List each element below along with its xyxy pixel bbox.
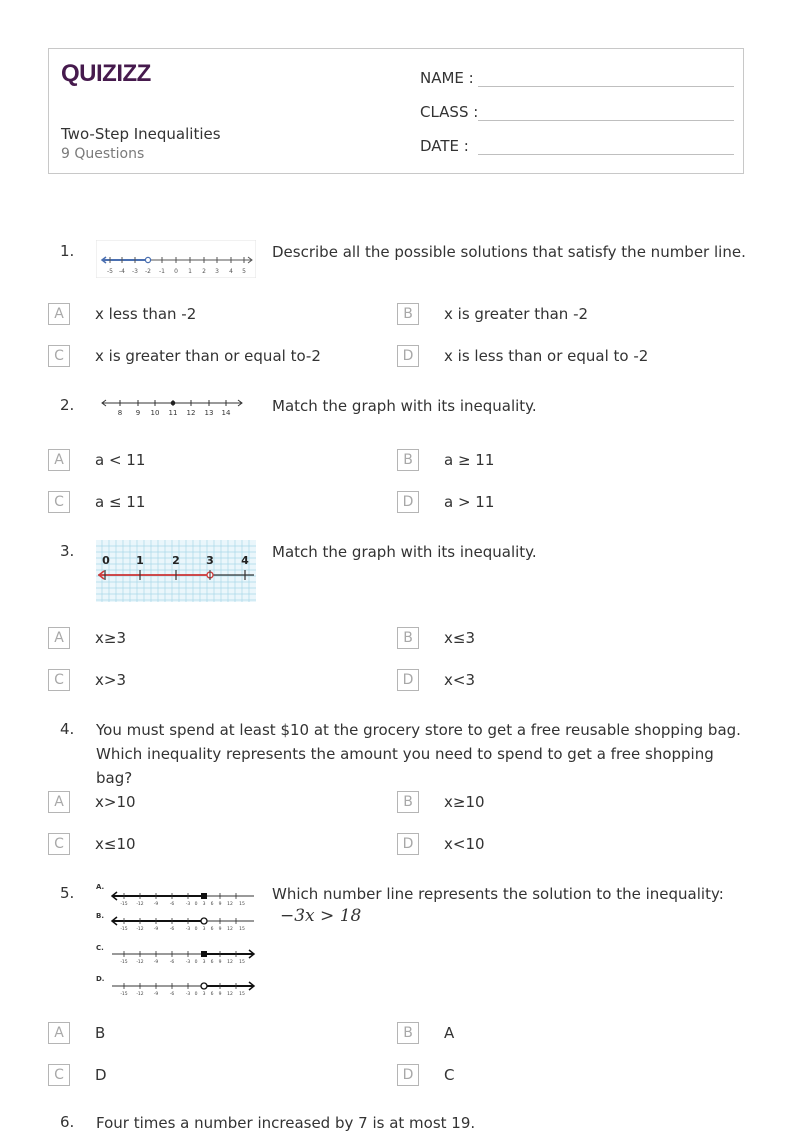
svg-text:9: 9 (135, 409, 141, 417)
option-a[interactable] (48, 303, 196, 325)
svg-text:C.: C. (96, 944, 104, 952)
option-text: a < 11 (95, 451, 146, 469)
option-letter: C (48, 345, 70, 367)
svg-text:6: 6 (210, 927, 214, 932)
option-letter: C (48, 669, 70, 691)
option-d[interactable] (397, 833, 485, 855)
svg-text:D.: D. (96, 975, 105, 983)
svg-text:5: 5 (242, 268, 246, 275)
svg-text:-12: -12 (136, 960, 144, 965)
svg-text:3: 3 (202, 960, 206, 965)
q1-number-line-image (96, 240, 256, 282)
question-number: 5. (60, 884, 75, 902)
svg-text:9: 9 (218, 927, 222, 932)
svg-text:-6: -6 (169, 902, 175, 907)
svg-text:-9: -9 (153, 960, 159, 965)
svg-text:0: 0 (174, 268, 178, 275)
option-d[interactable] (397, 491, 494, 513)
svg-text:15: 15 (239, 902, 245, 907)
option-c[interactable] (48, 833, 136, 855)
svg-text:-1: -1 (159, 268, 165, 275)
svg-text:-3: -3 (185, 960, 191, 965)
svg-text:-5: -5 (107, 268, 113, 275)
option-text: x≤10 (95, 835, 136, 853)
svg-text:15: 15 (239, 960, 245, 965)
name-label: NAME : (420, 69, 474, 87)
svg-text:B.: B. (96, 912, 104, 920)
svg-text:2: 2 (172, 554, 180, 567)
svg-text:-12: -12 (136, 927, 144, 932)
question-text: Match the graph with its inequality. (272, 397, 537, 415)
svg-text:8: 8 (117, 409, 123, 417)
option-letter: B (397, 791, 419, 813)
option-letter: B (397, 303, 419, 325)
question-number: 4. (60, 720, 75, 738)
date-label: DATE : (420, 137, 469, 155)
date-line (478, 138, 734, 155)
svg-text:-6: -6 (169, 992, 175, 997)
svg-text:6: 6 (210, 960, 214, 965)
option-letter: B (397, 627, 419, 649)
option-text: a ≥ 11 (444, 451, 495, 469)
svg-text:13: 13 (204, 409, 214, 417)
svg-text:0: 0 (194, 992, 198, 997)
class-field (420, 103, 734, 121)
option-letter: C (48, 491, 70, 513)
svg-text:12: 12 (186, 409, 196, 417)
option-d[interactable] (397, 1064, 454, 1086)
class-label: CLASS : (420, 103, 479, 121)
quizizz-logo (61, 59, 153, 91)
option-text: x<10 (444, 835, 485, 853)
option-letter: D (397, 833, 419, 855)
svg-text:3: 3 (202, 992, 206, 997)
option-letter: C (48, 833, 70, 855)
worksheet-title: Two-Step Inequalities (61, 125, 221, 143)
question-number: 3. (60, 542, 75, 560)
option-letter: D (397, 669, 419, 691)
svg-text:9: 9 (218, 992, 222, 997)
svg-text:A.: A. (96, 883, 105, 891)
svg-text:3: 3 (206, 554, 214, 567)
option-b[interactable] (397, 627, 475, 649)
svg-text:12: 12 (227, 960, 233, 965)
svg-text:-15: -15 (120, 992, 128, 997)
svg-text:14: 14 (221, 409, 231, 417)
svg-text:0: 0 (194, 927, 198, 932)
question-text: Match the graph with its inequality. (272, 543, 537, 561)
option-a[interactable] (48, 449, 145, 471)
option-letter: B (397, 449, 419, 471)
option-text: A (444, 1024, 455, 1042)
date-field (420, 137, 734, 155)
option-c[interactable] (48, 491, 145, 513)
option-letter: A (48, 449, 70, 471)
option-letter: A (48, 1022, 70, 1044)
svg-text:0: 0 (194, 960, 198, 965)
option-text: x≥3 (95, 629, 126, 647)
svg-text:9: 9 (218, 902, 222, 907)
option-letter: C (48, 1064, 70, 1086)
option-text: x less than -2 (95, 305, 197, 323)
svg-text:15: 15 (239, 927, 245, 932)
question-text: Describe all the possible solutions that satisfy the number line. (272, 243, 746, 261)
svg-text:12: 12 (227, 992, 233, 997)
option-letter: B (397, 1022, 419, 1044)
svg-text:-2: -2 (145, 268, 151, 275)
option-b[interactable] (397, 1022, 454, 1044)
question-text: Which number line represents the solution to the inequality: (272, 885, 724, 903)
class-line (478, 104, 734, 121)
option-text: D (95, 1066, 107, 1084)
svg-text:-12: -12 (136, 902, 144, 907)
q5-number-lines-image (96, 880, 258, 1004)
svg-text:3: 3 (215, 268, 219, 275)
q2-number-line-image (96, 394, 248, 426)
svg-text:-4: -4 (119, 268, 125, 275)
option-c[interactable] (48, 669, 126, 691)
svg-text:-3: -3 (132, 268, 138, 275)
option-text: a ≤ 11 (95, 493, 146, 511)
svg-text:-3: -3 (185, 927, 191, 932)
svg-text:6: 6 (210, 902, 214, 907)
option-a[interactable] (48, 627, 126, 649)
question-number: 6. (60, 1113, 75, 1131)
inequality-math: −3x > 18 (280, 906, 362, 926)
name-field (420, 69, 734, 87)
question-text: You must spend at least $10 at the grocery store to get a free reusable shopping bag. Which inequality represents the amount you need to spend to get a free shopping bag? (96, 721, 741, 787)
svg-text:-15: -15 (120, 927, 128, 932)
option-letter: D (397, 491, 419, 513)
option-a[interactable] (48, 1022, 105, 1044)
option-text: a > 11 (444, 493, 495, 511)
option-letter: A (48, 627, 70, 649)
option-c[interactable] (48, 1064, 107, 1086)
svg-text:-12: -12 (136, 992, 144, 997)
option-text: x is greater than -2 (444, 305, 589, 323)
question-number: 1. (60, 242, 75, 260)
option-text: x is less than or equal to -2 (444, 347, 649, 365)
option-text: B (95, 1024, 106, 1042)
option-text: x>10 (95, 793, 136, 811)
svg-text:10: 10 (150, 409, 160, 417)
svg-text:12: 12 (227, 902, 233, 907)
svg-text:3: 3 (202, 927, 206, 932)
svg-text:3: 3 (202, 902, 206, 907)
option-text: x≥10 (444, 793, 485, 811)
svg-text:6: 6 (210, 992, 214, 997)
option-letter: D (397, 1064, 419, 1086)
question-text: Four times a number increased by 7 is at most 19. (96, 1114, 476, 1132)
svg-text:9: 9 (218, 960, 222, 965)
worksheet-header (48, 48, 744, 174)
svg-text:11: 11 (168, 409, 178, 417)
quizizz-logo-icon (61, 59, 153, 87)
option-b[interactable] (397, 449, 494, 471)
question-number: 2. (60, 396, 75, 414)
svg-text:-9: -9 (153, 992, 159, 997)
svg-text:0: 0 (194, 902, 198, 907)
svg-text:-9: -9 (153, 902, 159, 907)
option-text: C (444, 1066, 455, 1084)
option-a[interactable] (48, 791, 136, 813)
svg-text:-9: -9 (153, 927, 159, 932)
option-d[interactable] (397, 669, 475, 691)
name-line (478, 70, 734, 87)
option-b[interactable] (397, 303, 588, 325)
option-text: x>3 (95, 671, 126, 689)
option-letter: A (48, 791, 70, 813)
svg-text:QUIZIZZ: QUIZIZZ (61, 60, 151, 87)
svg-text:-3: -3 (185, 992, 191, 997)
option-c[interactable] (48, 345, 321, 367)
svg-text:-3: -3 (185, 902, 191, 907)
option-letter: D (397, 345, 419, 367)
svg-text:-6: -6 (169, 927, 175, 932)
question-count: 9 Questions (61, 146, 145, 162)
svg-text:0: 0 (102, 554, 110, 567)
svg-text:12: 12 (227, 927, 233, 932)
option-b[interactable] (397, 791, 485, 813)
svg-text:1: 1 (136, 554, 144, 567)
option-text: x<3 (444, 671, 475, 689)
svg-text:1: 1 (188, 268, 192, 275)
svg-text:-15: -15 (120, 902, 128, 907)
svg-text:-6: -6 (169, 960, 175, 965)
q3-grid-number-line-image (96, 540, 256, 606)
option-text: x≤3 (444, 629, 475, 647)
svg-text:4: 4 (229, 268, 233, 275)
svg-text:15: 15 (239, 992, 245, 997)
svg-text:2: 2 (202, 268, 206, 275)
svg-text:4: 4 (241, 554, 249, 567)
option-text: x is greater than or equal to-2 (95, 347, 321, 365)
option-letter: A (48, 303, 70, 325)
option-d[interactable] (397, 345, 648, 367)
svg-text:-15: -15 (120, 960, 128, 965)
